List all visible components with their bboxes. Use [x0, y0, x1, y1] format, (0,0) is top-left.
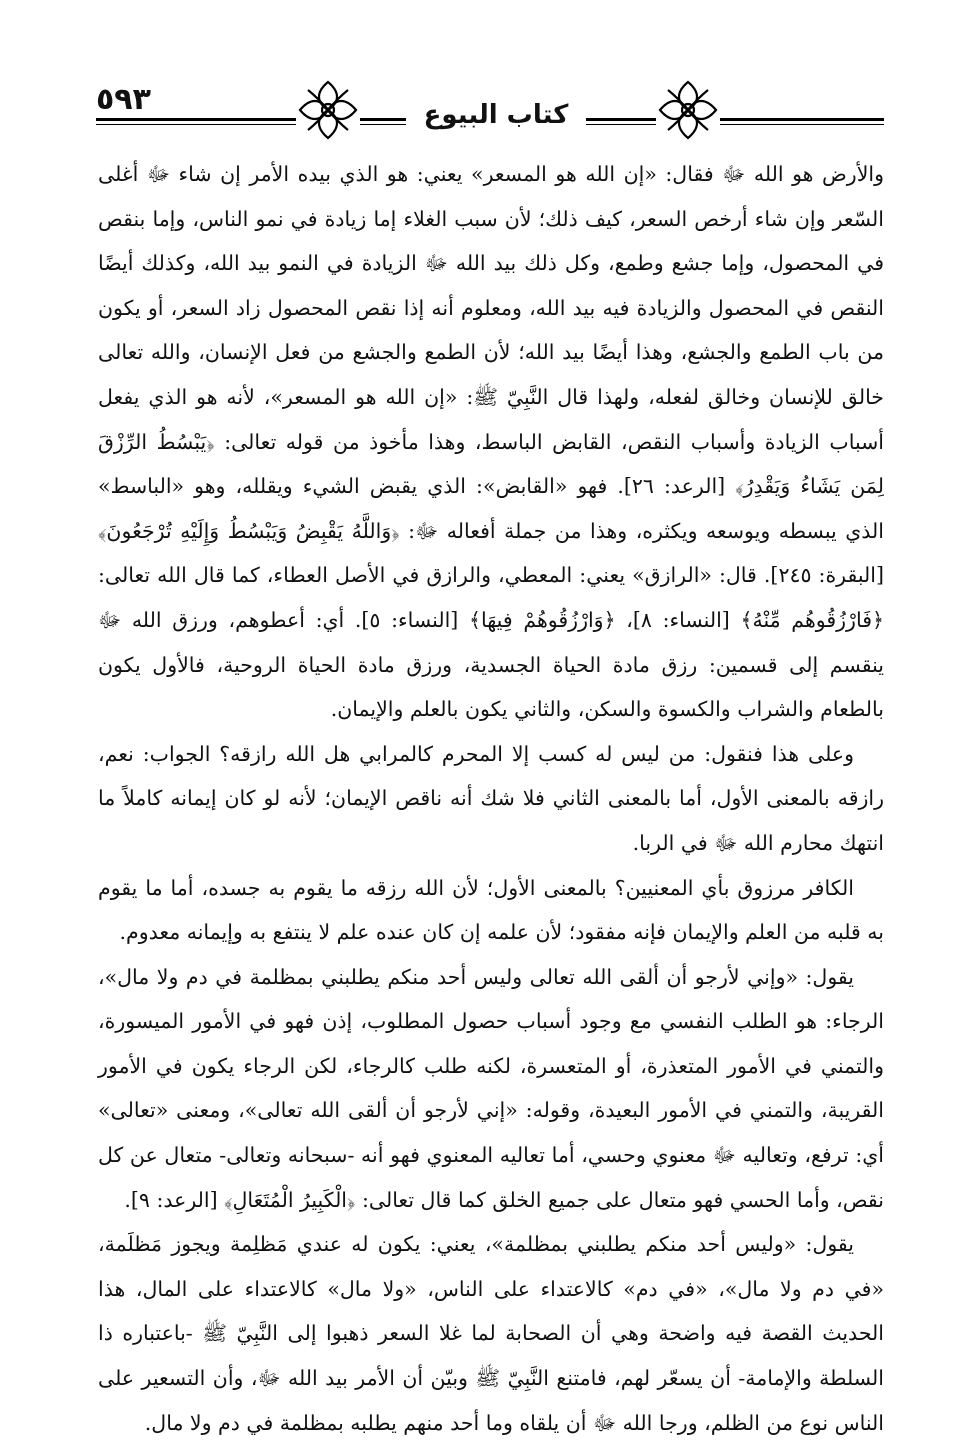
page-body	[98, 152, 884, 1445]
paragraph-mazlama: يقول: «وليس أحد منكم يطلبني بمظلمة»، يعني: يكون له عندي مَظلِمة ويجوز مَظلَمة، «في دم ولا مال»، «في دم» كالاعتداء على الناس، «ولا مال» كالاعتداء على المال، هذا الحديث القصة فيه واضحة وهي أن الصحابة لما غلا السعر ذهبوا إلى النَّبِيّ ﷺ -باعتباره ذا السلطة والإمامة- أن يسعّر لهم، فامتنع النَّبِيّ ﷺ وبيّن أن الأمر بيد الله ﷻ، وأن التسعير على الناس نوع من الظلم، ورجا الله ﷻ أن يلقاه وما أحد منهم يطلبه بمظلمة في دم ولا مال.	[98, 1232, 884, 1435]
paragraph-raja: يقول: «وإني لأرجو أن ألقى الله تعالى وليس أحد منكم يطلبني بمظلمة في دم ولا مال»، الرجاء: هو الطلب النفسي مع وجود أسباب حصول المطلوب، إذن فهو في الأمور الميسورة، والتمني في الأمور المتعذرة، أو المتعسرة، لكنه طلب كالرجاء، لكن الرجاء يكون في الأمور القريبة، والتمني في الأمور البعيدة، وقوله: «إني لأرجو أن ألقى الله تعالى»، ومعنى «تعالى» أي: ترفع، وتعاليه ﷻ معنوي وحسي، أما تعاليه المعنوي فهو أنه -سبحانه وتعالى- متعال عن كل نقص، وأما الحسي فهو متعال على جميع الخلق كما قال تعالى: ﴿الْكَبِيرُ الْمُتَعَالِ﴾ [الرعد: ٩].	[98, 964, 884, 1212]
ornament-right-icon	[656, 78, 720, 142]
page-number: ٥٩٣	[96, 82, 151, 117]
paragraph-kafir: الكافر مرزوق بأي المعنيين؟ بالمعنى الأول؛ لأن الله رزقه ما يقوم به جسده، أما ما يقوم به قلبه من العلم والإيمان فإنه مفقود؛ لأن علمه إن كان عنده علم لا ينتفع به وإيمانه معدوم.	[98, 875, 884, 945]
page-header	[96, 78, 884, 148]
book-title: كتاب البيوع	[406, 100, 586, 130]
paragraph-riba: وعلى هذا فنقول: من ليس له كسب إلا المحرم كالمرابي هل الله رازقه؟ الجواب: نعم، رازقه بالمعنى الأول، أما بالمعنى الثاني فلا شك أنه ناقص الإيمان؛ لأنه لو كان إيمانه كاملاً ما انتهك محارم الله ﷻ في الربا.	[98, 741, 884, 855]
ornament-left-icon	[296, 78, 360, 142]
paragraph-pricing: والأرض هو الله ﷻ فقال: «إن الله هو المسعر» يعني: هو الذي بيده الأمر إن شاء ﷻ أغلى السّعر وإن شاء أرخص السعر، كيف ذلك؛ لأن سبب الغلاء إما زيادة في نمو الناس، وإما بنقص في المحصول، وإما جشع وطمع، وكل ذلك بيد الله ﷻ الزيادة في النمو بيد الله، وكذلك أيضًا النقص في المحصول والزيادة فيه بيد الله، ومعلوم أنه إذا نقص المحصول زاد السعر، أو يكون من باب الطمع والجشع، وهذا أيضًا بيد الله؛ لأن الطمع والجشع من فعل الإنسان، والله تعالى خالق للإنسان وخالق لفعله، ولهذا قال النَّبِيّ ﷺ: «إن الله هو المسعر»، لأنه هو الذي يفعل أسباب الزيادة وأسباب النقص، القابض الباسط، وهذا مأخوذ من قوله تعالى: ﴿يَبْسُطُ الرِّزْقَ لِمَن يَشَاءُ وَيَقْدِرُ﴾ [الرعد: ٢٦]. فهو «القابض»: الذي يقبض الشيء ويقلله، وهو «الباسط» الذي يبسطه ويوسعه ويكثره، وهذا من جملة أفعاله ﷻ: ﴿وَاللَّهُ يَقْبِضُ وَيَبْسُطُ وَإِلَيْهِ تُرْجَعُونَ﴾ [البقرة: ٢٤٥]. قال: «الرازق» يعني: المعطي، والرازق في الأصل العطاء، كما قال الله تعالى: ﴿فَارْزُقُوهُم مِّنْهُ﴾ [النساء: ٨]، ﴿وَارْزُقُوهُمْ فِيهَا﴾ [النساء: ٥]. أي: أعطوهم، ورزق الله ﷻ ينقسم إلى قسمين: رزق مادة الحياة الجسدية، ورزق مادة الحياة الروحية، فالأول يكون بالطعام والشراب والكسوة والسكن، والثاني يكون بالعلم والإيمان.	[98, 162, 885, 722]
